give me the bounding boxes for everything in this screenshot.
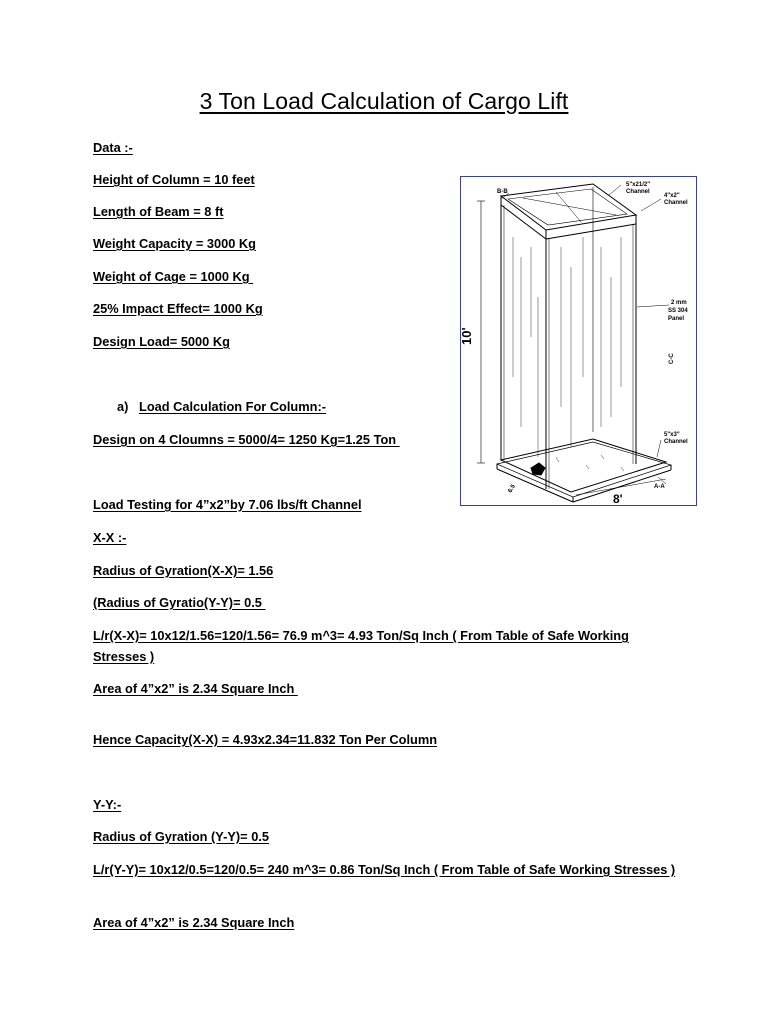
- radius-yy-line: Radius of Gyration (Y-Y)= 0.5: [93, 829, 269, 844]
- xx-heading: X-X :-: [93, 530, 127, 545]
- label-top-channel-size: 5"x21/2": [626, 182, 651, 188]
- yy-heading: Y-Y:-: [93, 797, 122, 812]
- height-of-column-line: Height of Column = 10 feet: [93, 172, 255, 187]
- label-4x2-channel: Channel: [664, 200, 688, 206]
- floor-marker: [531, 463, 545, 475]
- label-panel-material: SS 304: [668, 308, 688, 314]
- page-title: 3 Ton Load Calculation of Cargo Lift: [199, 88, 569, 114]
- area-line-2: Area of 4”x2” is 2.34 Square Inch: [93, 915, 295, 930]
- section-a-heading: [117, 396, 326, 417]
- label-panel: Panel: [668, 316, 685, 322]
- cargo-lift-cage-drawing: [460, 176, 697, 506]
- label-panel-thickness: 2 mm: [671, 300, 687, 306]
- floor-platform: [501, 439, 666, 492]
- capacity-xx-line: Hence Capacity(X-X) = 4.93x2.34=11.832 Ton Per Column: [93, 732, 438, 747]
- label-aa: A-A: [654, 484, 665, 490]
- label-height: 10': [459, 327, 474, 345]
- radius-xx-line: Radius of Gyration(X-X)= 1.56: [93, 563, 274, 578]
- label-width: 8': [613, 492, 623, 506]
- weight-capacity-line: Weight Capacity = 3000 Kg: [93, 236, 256, 251]
- weight-of-cage-line: Weight of Cage = 1000 Kg: [93, 269, 254, 284]
- design-load-line: Design Load= 5000 Kg: [93, 334, 230, 349]
- cage-drawing-svg: [461, 177, 696, 505]
- length-of-beam-line: Length of Beam = 8 ft: [93, 204, 224, 219]
- lr-xx-line: L/r(X-X)= 10x12/1.56=120/1.56= 76.9 m^3= 4.93 Ton/Sq Inch ( From Table of Safe Working Stresses ): [93, 628, 629, 664]
- label-4x2-size: 4"x2": [664, 193, 680, 199]
- label-bottom-channel-size: 5"x3": [664, 432, 680, 438]
- label-depth: 6.5: [507, 483, 517, 494]
- label-bb: B-B: [497, 189, 508, 195]
- label-cc: C-C: [669, 353, 675, 364]
- section-a-title: Load Calculation For Column:-: [139, 399, 326, 414]
- impact-effect-line: 25% Impact Effect= 1000 Kg: [93, 301, 263, 316]
- label-bottom-channel: Channel: [664, 439, 688, 445]
- lr-yy-line: L/r(Y-Y)= 10x12/0.5=120/0.5= 240 m^3= 0.86 Ton/Sq Inch ( From Table of Safe Working Stresses ): [93, 862, 676, 877]
- radius-yy-paren-line: (Radius of Gyratio(Y-Y)= 0.5: [93, 595, 266, 610]
- load-testing-line: Load Testing for 4”x2”by 7.06 lbs/ft Channel: [93, 497, 362, 512]
- data-heading: Data :-: [93, 140, 133, 155]
- label-top-channel: Channel: [626, 189, 650, 195]
- area-line-1: Area of 4”x2” is 2.34 Square Inch: [93, 681, 298, 696]
- section-a-number: a): [117, 399, 129, 414]
- design-on-columns-line: Design on 4 Cloumns = 5000/4= 1250 Kg=1.25 Ton: [93, 432, 400, 447]
